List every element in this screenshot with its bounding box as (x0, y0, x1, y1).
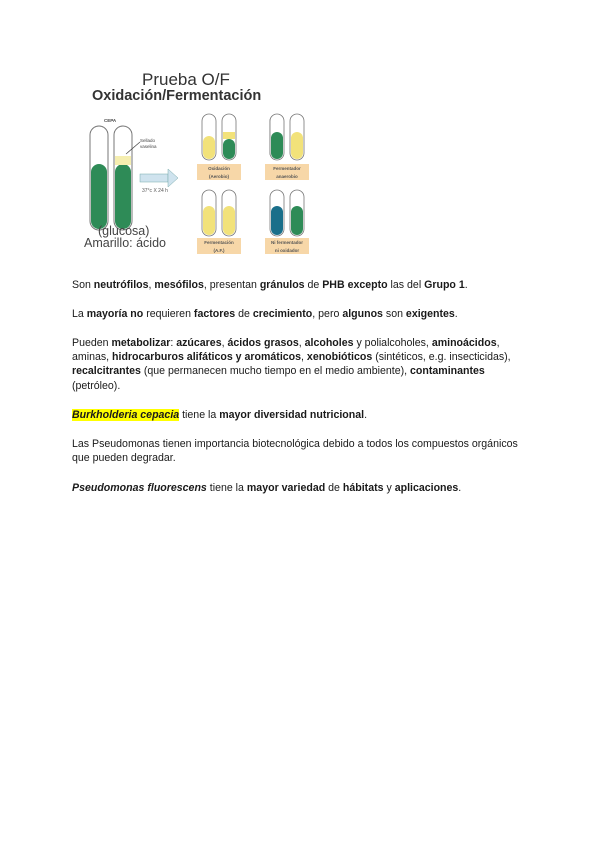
figure-subtitle: Oxidación/Fermentación (92, 88, 262, 104)
paragraph-burkholderia: Burkholderia cepacia tiene la mayor diversidad nutricional. (72, 409, 368, 421)
result-oxidacion-tubes (202, 114, 236, 160)
paragraph-biotecnologica: Las Pseudomonas tienen importancia biotecnológica debido a todos los compuestos orgánicos que pueden degradar. (72, 438, 518, 465)
result-caption-oxidacion: Oxidación (Aerobio) (197, 164, 241, 180)
result-caption-fermentacion: Fermentación (A.F.) (197, 238, 241, 254)
paragraph-neutrofilos: Son neutrófilos, mesófilos, presentan gránulos de PHB excepto las del Grupo 1. (72, 279, 468, 291)
of-test-figure (80, 66, 270, 266)
paragraph-metabolizar: Pueden metabolizar: azúcares, ácidos grasos, alcoholes y polialcoholes, aminoácidos, aminas, hidrocarburos alifáticos y aromáticos, xenobióticos (sintéticos, e.g. insecticidas), recalcitrantes (que permanecen mucho tiempo en el medio ambiente), contaminantes (petróleo). (72, 337, 511, 392)
figure-title: Prueba O/F (142, 70, 230, 89)
result-caption-ni-fermentador: Ni fermentador ni oxidador (265, 238, 309, 254)
glucosa-label: (glucosa) (98, 224, 150, 238)
result-fermentador-anaerobio-tubes (270, 114, 304, 160)
sellado-label-2: vaselina (140, 144, 157, 149)
incubation-label: 37°c X 24 h (142, 188, 168, 194)
highlighted-species: Burkholderia cepacia (72, 409, 180, 421)
amarillo-label: Amarillo: ácido (84, 236, 166, 250)
paragraph-factores: La mayoría no requieren factores de crecimiento, pero algunos son exigentes. (72, 308, 458, 320)
cepa-label: CEPA (104, 118, 117, 123)
paragraph-fluorescens: Pseudomonas fluorescens tiene la mayor variedad de hábitats y aplicaciones. (72, 482, 462, 494)
of-test-figure-right (262, 66, 322, 266)
result-fermentacion-tubes (202, 190, 236, 236)
process-arrow (140, 169, 178, 187)
cepa-tubes (90, 126, 132, 230)
result-ni-fermentador-tubes (270, 190, 304, 236)
species-name: Pseudomonas fluorescens (72, 482, 207, 494)
sellado-label-1: Sellado (140, 138, 156, 143)
result-caption-fermentador: Fermentador anaerobio (265, 164, 309, 180)
